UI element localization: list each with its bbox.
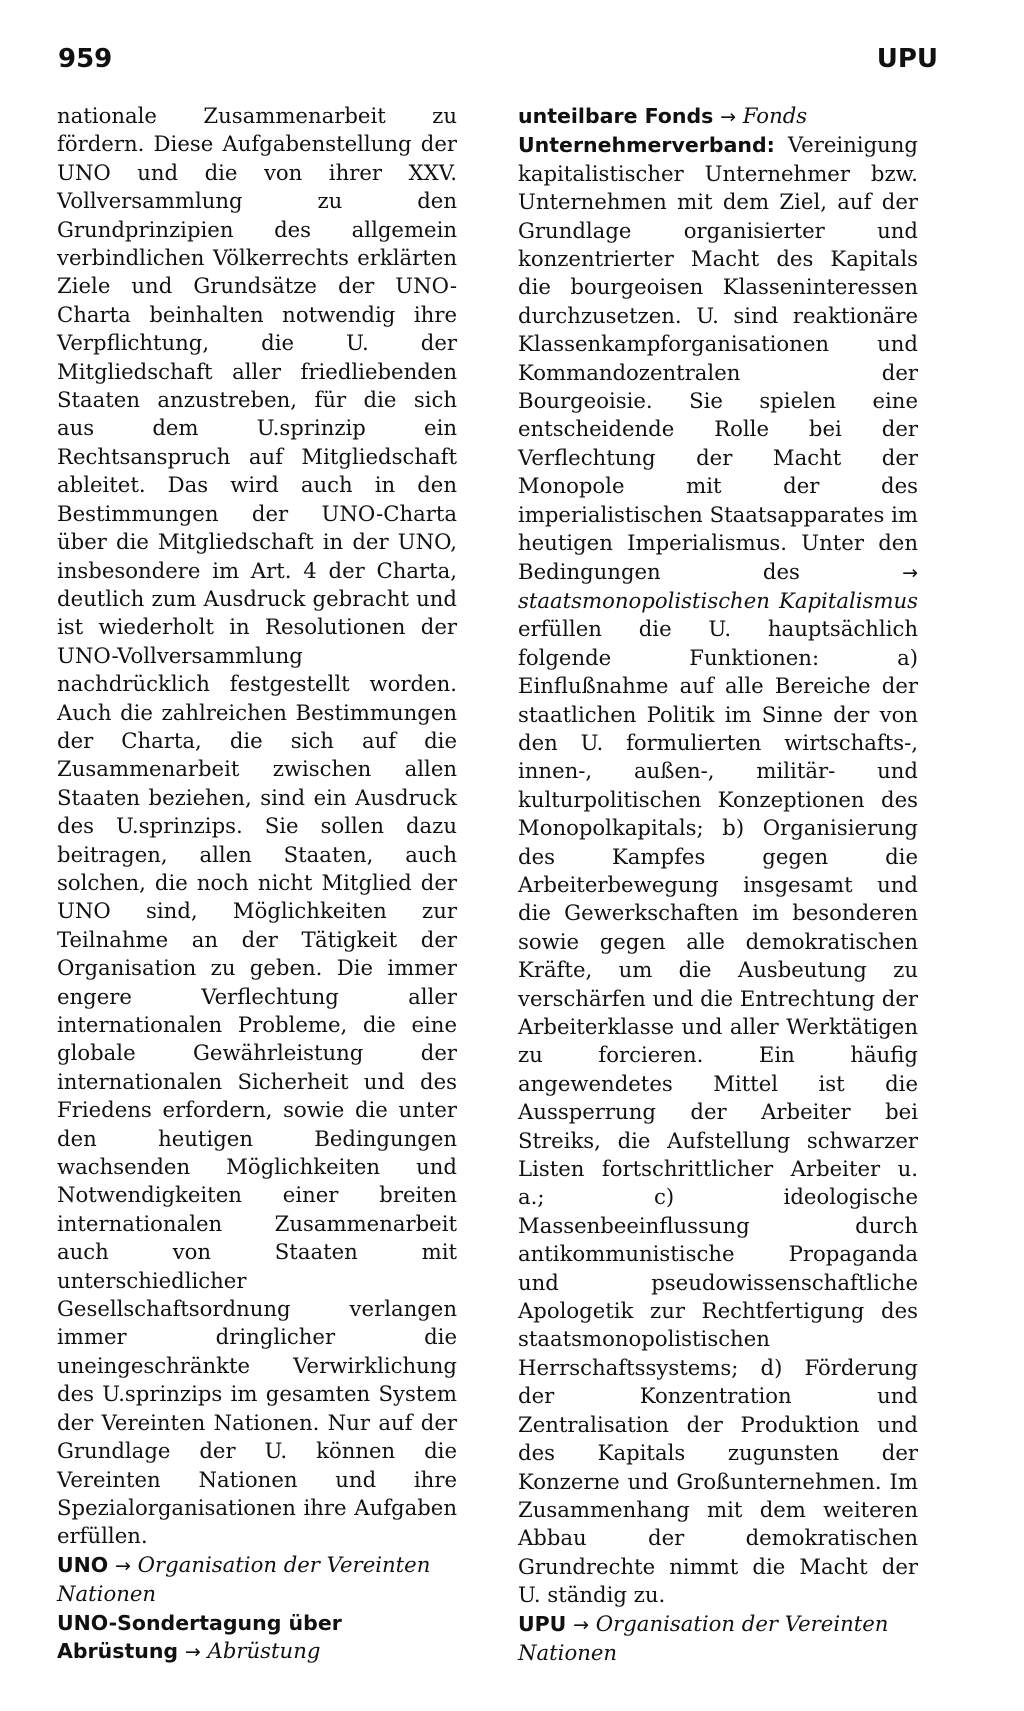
continuation-paragraph: nationale Zusammenarbeit zu fördern. Diese Aufgabenstellung der UNO und die von ihrer XXV. Vollversammlung zu den Grundprinzipien des allgemein verbindlichen Völkerrechts erklärten Ziele und Grundsätze der UNO-Charta beinhalten notwendig ihre Verpflichtung, die U. der Mitgliedschaft aller friedliebenden Staaten anzustreben, für die sich aus dem U.sprinzip ein Rechtsanspruch auf Mitgliedschaft ableitet. Das wird auch in den Bestimmungen der UNO-Charta über die Mitgliedschaft in der UNO, insbesondere im Art. 4 der Charta, deutlich zum Ausdruck gebracht und ist wiederholt in Resolutionen der UNO-Vollversammlung nachdrücklich festgestellt worden. Auch die zahlreichen Bestimmungen der Charta, die sich auf die Zusammenarbeit zwischen allen Staaten beziehen, sind ein Ausdruck des U.sprinzips. Sie sollen dazu beitragen, allen Staaten, auch solchen, die noch nicht Mitglied der UNO sind, Möglichkeiten zur Teilnahme an der Tätigkeit der Organisation zu geben. Die immer engere Verflechtung aller internationalen Probleme, die eine globale Gewährleistung der internationalen Sicherheit und des Friedens erfordern, sowie die unter den heutigen Bedingungen wachsenden Möglichkeiten und Notwendigkeiten einer breiten internationalen Zusammenarbeit auch von Staaten mit unterschiedlicher Gesellschaftsordnung verlangen immer dringlicher die uneingeschränkte Verwirklichung des U.sprinzips im gesamten System der Vereinten Nationen. Nur auf der Grundlage der U. können die Vereinten Nationen und ihre Spezialorganisationen ihre Aufgaben erfüllen. bbox=[57, 103, 457, 1549]
entry-uno bbox=[57, 1551, 457, 1609]
cross-reference: staatsmonopolistischen Kapitalismus bbox=[518, 587, 918, 613]
cross-reference: Organisation der Vereinten Nationen bbox=[57, 1551, 431, 1607]
entry-keyword: UPU bbox=[518, 1611, 567, 1636]
running-head: UPU bbox=[876, 44, 938, 74]
page-header bbox=[58, 44, 938, 84]
entry-keyword: UNO bbox=[57, 1552, 109, 1577]
cross-reference: Abrüstung bbox=[207, 1637, 321, 1663]
entry-unternehmerverband bbox=[518, 131, 918, 1609]
right-column bbox=[518, 102, 918, 1667]
entry-text-continued: erfüllen die U. hauptsächlich folgende Funktionen: a) Einflußnahme auf alle Bereiche der staatlichen Politik im Sinne der von den U. formulierten wirtschafts-, innen-, außen-, militär- und kulturpolitischen Konzeptionen des Monopolkapitals; b) Organisierung des Kampfes gegen die Arbeiterbewegung insgesamt und die Gewerkschaften im besonderen sowie gegen alle demokratischen Kräfte, um die Ausbeutung zu verschärfen und die Entrechtung der Arbeiterklasse und aller Werktätigen zu forcieren. Ein häufig angewendetes Mittel ist die Aussperrung der Arbeiter bei Streiks, die Aufstellung schwarzer Listen fortschrittlicher Arbeiter u. a.; c) ideologische Massenbeeinflussung durch antikommunistische Propaganda und pseudowissenschaftliche Apologetik zur Rechtfertigung des staatsmonopolistischen Herrschaftssystems; d) Förderung der Konzentration und Zentralisation der Produktion und des Kapitals zugunsten der Konzerne und Großunternehmen. Im Zusammenhang mit dem weiteren Abbau der demokratischen Grundrechte nimmt die Macht der U. ständig zu. bbox=[518, 616, 918, 1608]
entry-unteilbare-fonds bbox=[518, 102, 918, 131]
cross-reference-arrow: → bbox=[114, 1554, 131, 1577]
cross-reference-arrow: → bbox=[902, 561, 918, 584]
page-number: 959 bbox=[58, 44, 113, 74]
cross-reference-arrow: → bbox=[720, 106, 737, 128]
entry-uno-sondertagung bbox=[57, 1609, 457, 1667]
cross-reference-arrow: → bbox=[184, 1640, 201, 1663]
cross-reference: Organisation der Vereinten Nationen bbox=[518, 1610, 889, 1665]
entry-upu bbox=[518, 1610, 918, 1668]
entry-keyword: Unternehmerverband: bbox=[518, 133, 775, 158]
cross-reference: Fonds bbox=[742, 103, 808, 128]
left-column bbox=[57, 102, 457, 1666]
entry-keyword: unteilbare Fonds bbox=[518, 104, 714, 128]
cross-reference-arrow: → bbox=[573, 1613, 589, 1636]
entry-keyword: UNO-Sondertagung über Abrüstung bbox=[57, 1610, 342, 1663]
entry-text: Vereinigung kapitalistischer Unternehmer bzw. Unternehmen mit dem Ziel, auf der Grundlage organisierter und konzentrierter Macht des Kapitals die bourgeoisen Klasseninteressen durchzusetzen. U. sind reaktionäre Klassenkampforganisationen und Kommandozentralen der Bourgeoisie. Sie spielen eine entscheidende Rolle bei der Verflechtung der Macht der Monopole mit der des imperialistischen Staatsapparates im heutigen Imperialismus. Unter den Bedingungen des bbox=[518, 132, 918, 584]
